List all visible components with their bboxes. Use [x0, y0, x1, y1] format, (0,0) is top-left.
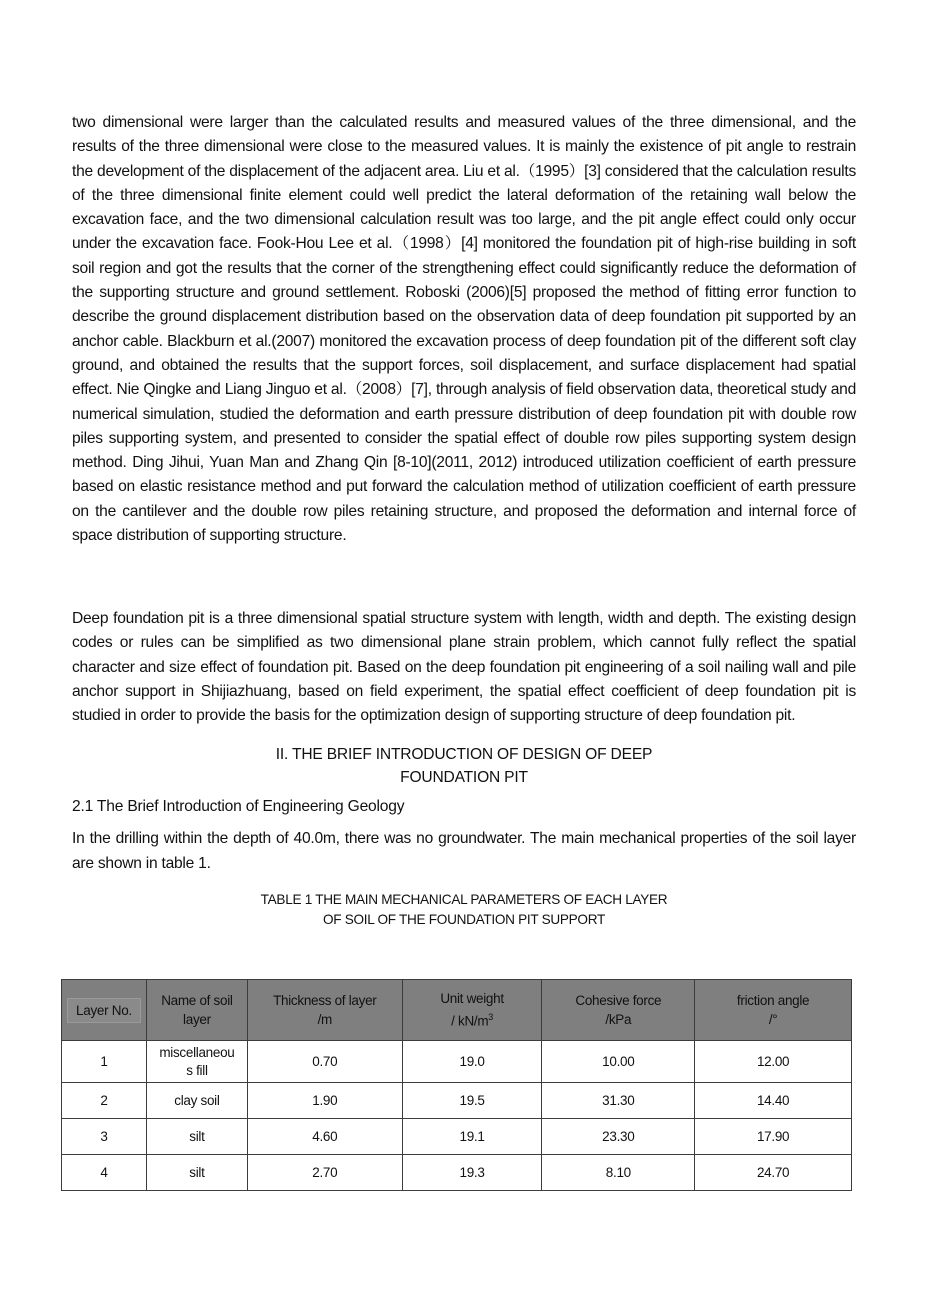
header-layer-no: Layer No. [62, 980, 147, 1041]
header-cohesive-force: Cohesive force /kPa [542, 980, 695, 1041]
cell-thickness: 1.90 [247, 1083, 402, 1119]
table-caption [72, 890, 856, 930]
cell-soil-name: silt [146, 1119, 247, 1155]
cell-thickness: 2.70 [247, 1155, 402, 1191]
cell-cohesion: 31.30 [542, 1083, 695, 1119]
cell-thickness: 0.70 [247, 1041, 402, 1083]
table-row [62, 1041, 852, 1083]
paragraph-geology: In the drilling within the depth of 40.0m, there was no groundwater. The main mechanical properties of the soil layer are shown in table 1. [72, 830, 856, 872]
section-heading-line-2: FOUNDATION PIT [400, 769, 528, 787]
soil-parameters-table [61, 979, 852, 1191]
cell-unit-weight: 19.1 [402, 1119, 542, 1155]
subsection-heading: 2.1 The Brief Introduction of Engineering Geology [72, 798, 405, 816]
table-header-row [62, 980, 852, 1041]
table-caption-line-1: TABLE 1 THE MAIN MECHANICAL PARAMETERS OF EACH LAYER [260, 892, 668, 908]
table-row [62, 1155, 852, 1191]
cell-friction: 14.40 [695, 1083, 852, 1119]
table-row [62, 1119, 852, 1155]
section-heading-line-1: II. THE BRIEF INTRODUCTION OF DESIGN OF DEEP [275, 746, 653, 764]
cell-soil-name: miscellaneou s fill [146, 1041, 247, 1083]
cell-cohesion: 23.30 [542, 1119, 695, 1155]
table-caption-line-2: OF SOIL OF THE FOUNDATION PIT SUPPORT [323, 912, 605, 928]
cell-soil-name: silt [146, 1155, 247, 1191]
header-friction-angle: friction angle /° [695, 980, 852, 1041]
cell-unit-weight: 19.3 [402, 1155, 542, 1191]
cell-friction: 24.70 [695, 1155, 852, 1191]
cell-cohesion: 8.10 [542, 1155, 695, 1191]
cell-thickness: 4.60 [247, 1119, 402, 1155]
cell-layer: 4 [62, 1155, 147, 1191]
cell-friction: 12.00 [695, 1041, 852, 1083]
page-body [72, 111, 856, 930]
cell-layer: 3 [62, 1119, 147, 1155]
cell-cohesion: 10.00 [542, 1041, 695, 1083]
section-heading [72, 743, 856, 789]
cell-layer: 1 [62, 1041, 147, 1083]
paragraph-problem-statement: Deep foundation pit is a three dimensional spatial structure system with length, width and depth. The existing design codes or rules can be simplified as two dimensional plane strain problem, which cannot fully reflect the spatial character and size effect of foundation pit. Based on the deep foundation pit engineering of a soil nailing wall and pile anchor support in Shijiazhuang, based on field experiment, the spatial effect coefficient of deep foundation pit is studied in order to provide the basis for the optimization design of supporting structure of deep foundation pit. [72, 610, 856, 725]
cell-friction: 17.90 [695, 1119, 852, 1155]
header-thickness: Thickness of layer /m [247, 980, 402, 1041]
header-unit-weight: Unit weight / $kN/m^3$ [402, 980, 542, 1041]
header-soil-name: Name of soil layer [146, 980, 247, 1041]
cell-unit-weight: 19.0 [402, 1041, 542, 1083]
cell-unit-weight: 19.5 [402, 1083, 542, 1119]
table-row [62, 1083, 852, 1119]
cell-layer: 2 [62, 1083, 147, 1119]
paragraph-literature-review: two dimensional were larger than the calculated results and measured values of the three dimensional, and the results of the three dimensional were close to the measured values. It is mainly the existence of pit angle to restrain the development of the displacement of the adjacent area. Liu et al.（1995）[3] considered that the calculation results of the three dimensional finite element could well predict the lateral deformation of the retaining wall below the excavation face, and the two dimensional calculation result was too large, and the pit angle effect could only occur under the excavation face. Fook-Hou Lee et al.（1998）[4] monitored the foundation pit of high-rise building in soft soil region and got the results that the corner of the strengthening effect could significantly reduce the deformation of the supporting structure and ground settlement. Roboski (2006)[5] proposed the method of fitting error function to describe the ground displacement distribution based on the observation data of deep foundation pit supported by an anchor cable. Blackburn et al.(2007) monitored the excavation process of deep foundation pit of the different soft clay ground, and obtained the results that the support forces, soil displacement, and surface displacement had spatial effect. Nie Qingke and Liang Jinguo et al.（2008）[7], through analysis of field observation data, theoretical study and numerical simulation, studied the deformation and earth pressure distribution of deep foundation pit with double row piles supporting system, and presented to consider the spatial effect of double row piles supporting system design method. Ding Jihui, Yuan Man and Zhang Qin [8-10](2011, 2012) introduced utilization coefficient of earth pressure based on elastic resistance method and put forward the calculation method of utilization coefficient of earth pressure on the cantilever and the double row piles retaining structure, and proposed the deformation and internal force of space distribution of supporting structure. [72, 114, 856, 545]
cell-soil-name: clay soil [146, 1083, 247, 1119]
